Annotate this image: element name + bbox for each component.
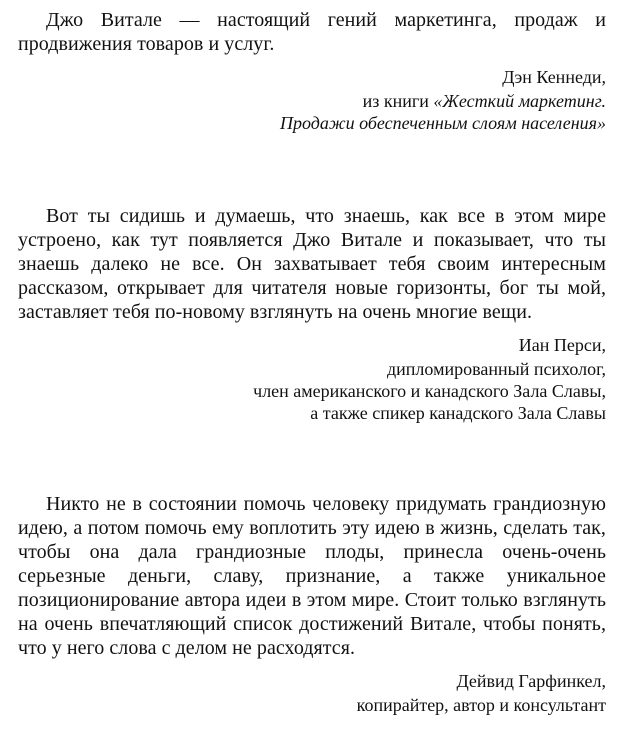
testimonial-3 xyxy=(18,492,606,716)
quote-source-line xyxy=(18,90,606,112)
quote-text: Никто не в состоянии помочь человеку придумать грандиозную идею, а потом помочь ему воплотить эту идею в жизнь, сделать так, чтобы она дала грандиозные плоды, принесла очень-очень серьезные деньги, славу, признание, а также уникальное позиционирование автора идеи в этом мире. Стоит только взглянуть на очень впечатляющий список достижений Витале, чтобы понять, что у него слова с делом не расходятся. xyxy=(18,493,606,659)
testimonial-1 xyxy=(18,8,606,134)
quote-author: Дейвид Гарфинкел, xyxy=(456,671,606,691)
quote-author: Дэн Кеннеди, xyxy=(502,67,606,87)
book-title-part-1: «Жесткий маркетинг. xyxy=(433,91,606,111)
author-role: копирайтер, автор и консультант xyxy=(356,695,606,715)
source-prefix: из книги xyxy=(362,91,434,111)
testimonial-2 xyxy=(18,204,606,424)
quote-attribution xyxy=(18,66,606,134)
quote-attribution xyxy=(18,334,606,424)
quote-author: Иан Перси, xyxy=(518,335,606,355)
quote-text: Вот ты сидишь и думаешь, что знаешь, как все в этом мире устроено, как тут появляется Джо Витале и показывает, что ты знаешь далеко не все. Он захватывает тебя своим интересным рассказом, открывает для читателя новые горизонты, бог ты мой, заставляет тебя по-новому взглянуть на очень многие вещи. xyxy=(18,205,606,323)
quote-text: Джо Витале — настоящий гений маркетинга, продаж и продвижения товаров и услуг. xyxy=(18,9,606,55)
quote-attribution xyxy=(18,670,606,716)
book-title-part-2: Продажи обеспеченным слоям населения» xyxy=(279,113,606,133)
author-role: член американского и канадского Зала Славы, xyxy=(253,381,606,401)
author-role: дипломированный психолог, xyxy=(387,359,606,379)
author-role: а также спикер канадского Зала Славы xyxy=(310,403,606,423)
